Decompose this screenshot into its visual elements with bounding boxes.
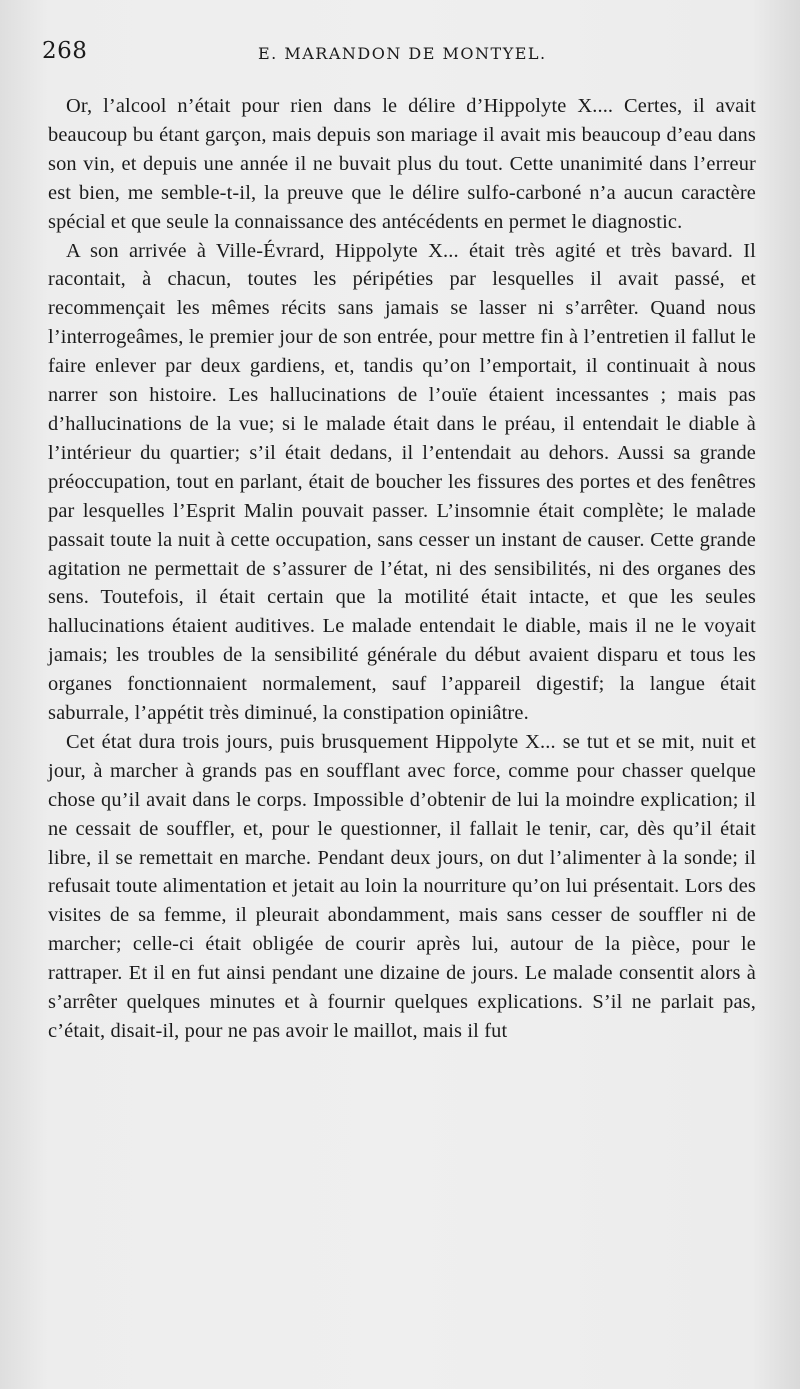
paragraph-arrival-ville-evrard: A son arrivée à Ville-Évrard, Hippolyte X... était très agité et très bavard. Il racontait, à chacun, toutes les péripéties par lesquelles il avait passé, et recommençait les mêmes récits sans jamais se lasser ni s’arrêter. Quand nous l’interrogeâmes, le premier jour de son entrée, pour mettre fin à l’entretien il fallut le faire enlever par deux gardiens, et, tandis qu’on l’emportait, il continuait à nous narrer son histoire. Les hallucinations de l’ouïe étaient incessantes ; mais pas d’hallucinations de la vue; si le malade était dans le préau, il entendait le diable à l’intérieur du quartier; s’il était dedans, il l’entendait au dehors. Aussi sa grande préoccupation, tout en parlant, était de boucher les fissures des portes et des fenêtres par lesquelles l’Esprit Malin pouvait passer. L’insomnie était complète; le malade passait toute la nuit à cette occupation, sans cesser un instant de causer. Cette grande agitation ne permettait de s’assurer de l’état, ni des sensibilités, ni des organes des sens. Toutefois, il était certain que la motilité était intacte, et que les seules hallucinations étaient auditives. Le malade entendait le diable, mais il ne le voyait jamais; les troubles de la sensibilité générale du début avaient disparu et tous les organes fonctionnaient normalement, sauf l’appareil digestif; la langue était saburrale, l’appétit très diminué, la constipation opiniâtre. [48,239,756,725]
body-text [48,92,756,1046]
running-title: E. MARANDON DE MONTYEL. [258,44,547,63]
paragraph-three-days-later: Cet état dura trois jours, puis brusquement Hippolyte X... se tut et se mit, nuit et jour, à marcher à grands pas en soufflant avec force, comme pour chasser quelque chose qu’il avait dans le corps. Impossible d’obtenir de lui la moindre explication; il ne cessait de souffler, et, pour le questionner, il fallait le tenir, car, dès qu’il était libre, il se remettait en marche. Pendant deux jours, on dut l’alimenter à la sonde; il refusait toute alimentation et jetait au loin la nourriture qu’on lui présentait. Lors des visites de sa femme, il pleurait abondamment, mais sans cesser de souffler ni de marcher; celle-ci était obligée de courir après lui, autour de la pièce, pour le rattraper. Et il en fut ainsi pendant une dizaine de jours. Le malade consentit alors à s’arrêter quelques minutes et à fournir quelques explications. S’il ne parlait pas, c’était, disait-il, pour ne pas avoir le maillot, mais il fut [48,730,756,1042]
page-number: 268 [42,38,88,64]
paragraph-alcohol-diagnosis: Or, l’alcool n’était pour rien dans le délire d’Hippolyte X.... Certes, il avait beaucoup bu étant garçon, mais depuis son mariage il avait mis beaucoup d’eau dans son vin, et depuis une année il ne buvait plus du tout. Cette unanimité dans l’erreur est bien, me semble-t-il, la preuve que le délire sulfo-carboné n’a aucun caractère spécial et que seule la connaissance des antécédents en permet le diagnostic. [48,95,756,233]
running-head [42,36,756,72]
